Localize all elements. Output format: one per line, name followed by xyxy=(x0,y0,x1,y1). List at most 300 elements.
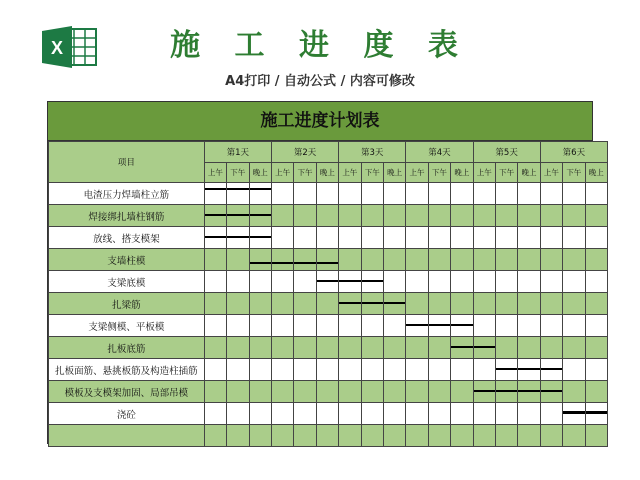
schedule-cell[interactable] xyxy=(204,315,226,337)
schedule-cell[interactable] xyxy=(473,293,495,315)
schedule-cell[interactable] xyxy=(495,183,517,205)
schedule-cell[interactable] xyxy=(473,227,495,249)
schedule-cell[interactable] xyxy=(339,227,361,249)
page-title: 施 工 进 度 表 xyxy=(170,28,470,63)
schedule-cell[interactable] xyxy=(495,205,517,227)
schedule-cell[interactable] xyxy=(294,381,316,403)
schedule-cell[interactable] xyxy=(406,381,428,403)
gantt-bar xyxy=(518,368,539,370)
schedule-cell[interactable] xyxy=(227,315,249,337)
schedule-cell[interactable] xyxy=(585,249,607,271)
schedule-cell[interactable] xyxy=(316,293,338,315)
gantt-bar xyxy=(429,324,450,326)
schedule-cell[interactable] xyxy=(428,315,450,337)
schedule-cell[interactable] xyxy=(361,271,383,293)
schedule-cell[interactable] xyxy=(339,359,361,381)
schedule-cell[interactable] xyxy=(227,359,249,381)
gantt-bar xyxy=(227,188,248,190)
period-header: 晚上 xyxy=(518,163,540,183)
schedule-cell[interactable] xyxy=(271,425,293,447)
schedule-cell[interactable] xyxy=(428,403,450,425)
day-header: 第3天 xyxy=(339,142,406,163)
gantt-bar xyxy=(205,188,226,190)
schedule-cell[interactable] xyxy=(383,271,405,293)
table-row xyxy=(49,425,608,447)
period-header: 下午 xyxy=(563,163,585,183)
schedule-cell[interactable] xyxy=(518,381,540,403)
schedule-cell[interactable] xyxy=(563,403,585,425)
gantt-bar xyxy=(406,324,427,326)
schedule-cell[interactable] xyxy=(428,337,450,359)
period-header: 上午 xyxy=(473,163,495,183)
gantt-bar xyxy=(272,262,293,264)
schedule-cell[interactable] xyxy=(428,249,450,271)
schedule-cell[interactable] xyxy=(249,293,271,315)
schedule-table xyxy=(48,141,608,447)
schedule-cell[interactable] xyxy=(585,293,607,315)
schedule-cell[interactable] xyxy=(473,249,495,271)
schedule-cell[interactable] xyxy=(361,425,383,447)
schedule-cell[interactable] xyxy=(204,425,226,447)
schedule-cell[interactable] xyxy=(227,205,249,227)
period-header: 晚上 xyxy=(383,163,405,183)
schedule-cell[interactable] xyxy=(518,425,540,447)
gantt-bar xyxy=(518,390,539,392)
schedule-cell[interactable] xyxy=(406,271,428,293)
schedule-cell[interactable] xyxy=(271,227,293,249)
task-name-cell[interactable]: 支梁侧模、平板模 xyxy=(49,315,205,337)
schedule-cell[interactable] xyxy=(316,337,338,359)
schedule-cell[interactable] xyxy=(540,293,562,315)
schedule-cell[interactable] xyxy=(518,337,540,359)
schedule-cell[interactable] xyxy=(249,205,271,227)
table-row xyxy=(49,249,608,271)
schedule-cell[interactable] xyxy=(563,249,585,271)
schedule-cell[interactable] xyxy=(271,315,293,337)
schedule-cell[interactable] xyxy=(518,227,540,249)
schedule-cell[interactable] xyxy=(249,271,271,293)
schedule-cell[interactable] xyxy=(518,249,540,271)
period-header: 下午 xyxy=(294,163,316,183)
schedule-cell[interactable] xyxy=(204,227,226,249)
schedule-cell[interactable] xyxy=(361,315,383,337)
schedule-cell[interactable] xyxy=(585,337,607,359)
schedule-cell[interactable] xyxy=(271,337,293,359)
schedule-cell[interactable] xyxy=(339,337,361,359)
schedule-cell[interactable] xyxy=(316,271,338,293)
gantt-bar xyxy=(227,236,248,238)
schedule-cell[interactable] xyxy=(495,249,517,271)
schedule-cell[interactable] xyxy=(316,315,338,337)
schedule-cell[interactable] xyxy=(451,337,473,359)
gantt-bar xyxy=(205,214,226,216)
schedule-cell[interactable] xyxy=(361,205,383,227)
schedule-cell[interactable] xyxy=(294,337,316,359)
schedule-cell[interactable] xyxy=(540,315,562,337)
schedule-cell[interactable] xyxy=(249,183,271,205)
schedule-cell[interactable] xyxy=(585,271,607,293)
schedule-cell[interactable] xyxy=(406,425,428,447)
schedule-cell[interactable] xyxy=(294,403,316,425)
schedule-cell[interactable] xyxy=(204,293,226,315)
schedule-cell[interactable] xyxy=(428,271,450,293)
schedule-cell[interactable] xyxy=(361,293,383,315)
period-header: 上午 xyxy=(204,163,226,183)
schedule-cell[interactable] xyxy=(428,381,450,403)
gantt-bar xyxy=(317,280,338,282)
period-header: 上午 xyxy=(271,163,293,183)
gantt-bar xyxy=(317,262,338,264)
schedule-cell[interactable] xyxy=(339,205,361,227)
schedule-cell[interactable] xyxy=(428,227,450,249)
schedule-cell[interactable] xyxy=(428,425,450,447)
schedule-cell[interactable] xyxy=(585,381,607,403)
schedule-cell[interactable] xyxy=(294,227,316,249)
schedule-cell[interactable] xyxy=(518,271,540,293)
period-header: 下午 xyxy=(428,163,450,183)
schedule-cell[interactable] xyxy=(204,403,226,425)
gantt-bar xyxy=(362,280,383,282)
schedule-cell[interactable] xyxy=(473,403,495,425)
schedule-cell[interactable] xyxy=(428,205,450,227)
schedule-cell[interactable] xyxy=(518,183,540,205)
schedule-cell[interactable] xyxy=(316,183,338,205)
schedule-cell[interactable] xyxy=(563,381,585,403)
schedule-cell[interactable] xyxy=(563,183,585,205)
task-name-cell[interactable]: 扎梁筋 xyxy=(49,293,205,315)
schedule-cell[interactable] xyxy=(249,381,271,403)
schedule-cell[interactable] xyxy=(563,315,585,337)
schedule-cell[interactable] xyxy=(271,293,293,315)
schedule-cell[interactable] xyxy=(271,205,293,227)
schedule-cell[interactable] xyxy=(473,381,495,403)
gantt-bar xyxy=(474,390,495,392)
schedule-cell[interactable] xyxy=(339,271,361,293)
period-header: 下午 xyxy=(227,163,249,183)
schedule-cell[interactable] xyxy=(204,249,226,271)
schedule-cell[interactable] xyxy=(406,337,428,359)
gantt-bar xyxy=(294,262,315,264)
schedule-cell[interactable] xyxy=(339,293,361,315)
schedule-cell[interactable] xyxy=(495,403,517,425)
period-header: 下午 xyxy=(495,163,517,183)
schedule-cell[interactable] xyxy=(271,359,293,381)
schedule-cell[interactable] xyxy=(271,183,293,205)
schedule-cell[interactable] xyxy=(339,315,361,337)
schedule-cell[interactable] xyxy=(473,425,495,447)
schedule-cell[interactable] xyxy=(451,315,473,337)
schedule-cell[interactable] xyxy=(406,359,428,381)
schedule-cell[interactable] xyxy=(585,205,607,227)
schedule-cell[interactable] xyxy=(227,403,249,425)
schedule-cell[interactable] xyxy=(540,249,562,271)
schedule-cell[interactable] xyxy=(428,359,450,381)
schedule-cell[interactable] xyxy=(495,359,517,381)
schedule-cell[interactable] xyxy=(451,403,473,425)
task-name-cell[interactable]: 放线、搭支模架 xyxy=(49,227,205,249)
table-row xyxy=(49,183,608,205)
table-row xyxy=(49,271,608,293)
gantt-bar xyxy=(250,214,271,216)
schedule-cell[interactable] xyxy=(585,359,607,381)
schedule-cell[interactable] xyxy=(585,183,607,205)
schedule-cell[interactable] xyxy=(540,403,562,425)
item-column-header: 项目 xyxy=(49,142,205,183)
schedule-cell[interactable] xyxy=(495,271,517,293)
schedule-cell[interactable] xyxy=(563,271,585,293)
schedule-cell[interactable] xyxy=(563,293,585,315)
schedule-cell[interactable] xyxy=(495,315,517,337)
schedule-cell[interactable] xyxy=(271,381,293,403)
schedule-cell[interactable] xyxy=(316,425,338,447)
schedule-cell[interactable] xyxy=(473,359,495,381)
schedule-cell[interactable] xyxy=(383,293,405,315)
schedule-cell[interactable] xyxy=(361,403,383,425)
gantt-bar xyxy=(496,368,517,370)
schedule-cell[interactable] xyxy=(339,249,361,271)
schedule-cell[interactable] xyxy=(540,183,562,205)
gantt-bar xyxy=(227,214,248,216)
schedule-cell[interactable] xyxy=(227,271,249,293)
schedule-cell[interactable] xyxy=(518,315,540,337)
schedule-cell[interactable] xyxy=(294,183,316,205)
schedule-cell[interactable] xyxy=(518,205,540,227)
task-name-cell[interactable]: 电渣压力焊墙柱立筋 xyxy=(49,183,205,205)
schedule-cell[interactable] xyxy=(540,205,562,227)
schedule-cell[interactable] xyxy=(249,403,271,425)
gantt-bar xyxy=(563,411,584,414)
schedule-cell[interactable] xyxy=(316,249,338,271)
schedule-cell[interactable] xyxy=(563,359,585,381)
schedule-cell[interactable] xyxy=(563,205,585,227)
table-row xyxy=(49,381,608,403)
schedule-cell[interactable] xyxy=(383,337,405,359)
schedule-cell[interactable] xyxy=(204,183,226,205)
gantt-bar xyxy=(339,280,360,282)
schedule-cell[interactable] xyxy=(361,337,383,359)
schedule-cell[interactable] xyxy=(361,183,383,205)
schedule-cell[interactable] xyxy=(361,359,383,381)
day-header: 第2天 xyxy=(271,142,338,163)
schedule-cell[interactable] xyxy=(316,205,338,227)
schedule-cell[interactable] xyxy=(383,315,405,337)
schedule-cell[interactable] xyxy=(204,381,226,403)
schedule-cell[interactable] xyxy=(451,293,473,315)
schedule-cell[interactable] xyxy=(204,271,226,293)
schedule-cell[interactable] xyxy=(249,337,271,359)
schedule-cell[interactable] xyxy=(495,227,517,249)
schedule-cell[interactable] xyxy=(271,271,293,293)
task-name-cell[interactable]: 支梁底模 xyxy=(49,271,205,293)
schedule-cell[interactable] xyxy=(383,249,405,271)
gantt-bar xyxy=(339,302,360,304)
schedule-cell[interactable] xyxy=(406,293,428,315)
schedule-cell[interactable] xyxy=(495,337,517,359)
table-row xyxy=(49,227,608,249)
schedule-cell[interactable] xyxy=(540,425,562,447)
schedule-cell[interactable] xyxy=(518,359,540,381)
table-row xyxy=(49,359,608,381)
schedule-cell[interactable] xyxy=(451,359,473,381)
schedule-cell[interactable] xyxy=(204,337,226,359)
schedule-cell[interactable] xyxy=(294,249,316,271)
schedule-cell[interactable] xyxy=(540,227,562,249)
schedule-cell[interactable] xyxy=(294,359,316,381)
schedule-cell[interactable] xyxy=(383,205,405,227)
schedule-cell[interactable] xyxy=(204,359,226,381)
schedule-cell[interactable] xyxy=(227,227,249,249)
schedule-cell[interactable] xyxy=(585,227,607,249)
schedule-cell[interactable] xyxy=(451,183,473,205)
schedule-cell[interactable] xyxy=(316,227,338,249)
schedule-cell[interactable] xyxy=(540,337,562,359)
schedule-cell[interactable] xyxy=(383,425,405,447)
sheet-title: 施工进度计划表 xyxy=(48,102,592,141)
schedule-cell[interactable] xyxy=(271,403,293,425)
day-header: 第1天 xyxy=(204,142,271,163)
schedule-cell[interactable] xyxy=(339,381,361,403)
schedule-cell[interactable] xyxy=(361,381,383,403)
period-header: 下午 xyxy=(361,163,383,183)
schedule-cell[interactable] xyxy=(540,359,562,381)
schedule-cell[interactable] xyxy=(316,359,338,381)
schedule-cell[interactable] xyxy=(585,425,607,447)
schedule-cell[interactable] xyxy=(294,293,316,315)
day-header: 第4天 xyxy=(406,142,473,163)
task-name-cell[interactable]: 扎板面筋、悬挑板筋及构造柱插筋 xyxy=(49,359,205,381)
schedule-cell[interactable] xyxy=(361,249,383,271)
schedule-cell[interactable] xyxy=(451,227,473,249)
gantt-bar xyxy=(250,236,271,238)
schedule-cell[interactable] xyxy=(406,227,428,249)
task-name-cell[interactable]: 模板及支模架加固、局部吊模 xyxy=(49,381,205,403)
schedule-cell[interactable] xyxy=(518,403,540,425)
table-row xyxy=(49,403,608,425)
period-header: 上午 xyxy=(540,163,562,183)
period-header: 晚上 xyxy=(316,163,338,183)
gantt-bar xyxy=(362,302,383,304)
period-header: 晚上 xyxy=(249,163,271,183)
schedule-cell[interactable] xyxy=(294,271,316,293)
task-name-cell[interactable]: 浇砼 xyxy=(49,403,205,425)
gantt-bar xyxy=(586,411,607,414)
schedule-cell[interactable] xyxy=(249,359,271,381)
schedule-cell[interactable] xyxy=(563,337,585,359)
day-header: 第5天 xyxy=(473,142,540,163)
schedule-cell[interactable] xyxy=(540,381,562,403)
gantt-bar xyxy=(496,390,517,392)
schedule-cell[interactable] xyxy=(271,249,293,271)
gantt-bar xyxy=(451,346,472,348)
schedule-cell[interactable] xyxy=(473,315,495,337)
schedule-cell[interactable] xyxy=(294,425,316,447)
schedule-cell[interactable] xyxy=(339,183,361,205)
schedule-cell[interactable] xyxy=(339,425,361,447)
schedule-cell[interactable] xyxy=(428,183,450,205)
schedule-cell[interactable] xyxy=(383,381,405,403)
table-row xyxy=(49,293,608,315)
schedule-cell[interactable] xyxy=(495,381,517,403)
schedule-cell[interactable] xyxy=(383,403,405,425)
task-name-cell[interactable]: 扎板底筋 xyxy=(49,337,205,359)
task-name-cell[interactable]: 焊接绑扎墙柱钢筋 xyxy=(49,205,205,227)
schedule-cell[interactable] xyxy=(249,249,271,271)
schedule-cell[interactable] xyxy=(383,183,405,205)
schedule-cell[interactable] xyxy=(473,183,495,205)
schedule-cell[interactable] xyxy=(473,205,495,227)
page-subtitle: A4打印 / 自动公式 / 内容可修改 xyxy=(225,74,415,89)
schedule-cell[interactable] xyxy=(451,205,473,227)
gantt-bar xyxy=(451,324,472,326)
schedule-sheet xyxy=(47,101,604,444)
schedule-cell[interactable] xyxy=(406,249,428,271)
schedule-cell[interactable] xyxy=(249,425,271,447)
schedule-cell[interactable] xyxy=(316,381,338,403)
schedule-cell[interactable] xyxy=(585,315,607,337)
schedule-cell[interactable] xyxy=(227,381,249,403)
schedule-cell[interactable] xyxy=(227,293,249,315)
gantt-bar xyxy=(250,188,271,190)
schedule-cell[interactable] xyxy=(294,315,316,337)
schedule-cell[interactable] xyxy=(383,359,405,381)
schedule-cell[interactable] xyxy=(383,227,405,249)
schedule-cell[interactable] xyxy=(227,337,249,359)
gantt-bar xyxy=(250,262,271,264)
schedule-cell[interactable] xyxy=(249,227,271,249)
schedule-cell[interactable] xyxy=(294,205,316,227)
schedule-cell[interactable] xyxy=(540,271,562,293)
schedule-cell[interactable] xyxy=(563,227,585,249)
schedule-cell[interactable] xyxy=(227,249,249,271)
table-row xyxy=(49,205,608,227)
schedule-cell[interactable] xyxy=(473,271,495,293)
schedule-cell[interactable] xyxy=(451,381,473,403)
schedule-cell[interactable] xyxy=(495,293,517,315)
period-header: 晚上 xyxy=(585,163,607,183)
schedule-cell[interactable] xyxy=(339,403,361,425)
schedule-cell[interactable] xyxy=(585,403,607,425)
schedule-cell[interactable] xyxy=(518,293,540,315)
schedule-cell[interactable] xyxy=(406,183,428,205)
schedule-cell[interactable] xyxy=(316,403,338,425)
gantt-bar xyxy=(541,368,562,370)
schedule-cell[interactable] xyxy=(451,249,473,271)
schedule-cell[interactable] xyxy=(406,315,428,337)
excel-logo-letter: X xyxy=(50,38,64,58)
task-name-cell[interactable]: 支墙柱模 xyxy=(49,249,205,271)
schedule-cell[interactable] xyxy=(563,425,585,447)
schedule-cell[interactable] xyxy=(406,205,428,227)
gantt-bar xyxy=(384,302,405,304)
schedule-cell[interactable] xyxy=(204,205,226,227)
schedule-cell[interactable] xyxy=(406,403,428,425)
schedule-cell[interactable] xyxy=(227,183,249,205)
table-row xyxy=(49,337,608,359)
gantt-bar xyxy=(205,236,226,238)
schedule-cell[interactable] xyxy=(361,227,383,249)
schedule-cell[interactable] xyxy=(227,425,249,447)
day-header: 第6天 xyxy=(540,142,607,163)
schedule-cell[interactable] xyxy=(495,425,517,447)
schedule-cell[interactable] xyxy=(249,315,271,337)
schedule-cell[interactable] xyxy=(473,337,495,359)
schedule-cell[interactable] xyxy=(428,293,450,315)
schedule-cell[interactable] xyxy=(451,271,473,293)
gantt-bar xyxy=(541,390,562,392)
period-header: 上午 xyxy=(406,163,428,183)
task-name-cell[interactable] xyxy=(49,425,205,447)
schedule-cell[interactable] xyxy=(451,425,473,447)
